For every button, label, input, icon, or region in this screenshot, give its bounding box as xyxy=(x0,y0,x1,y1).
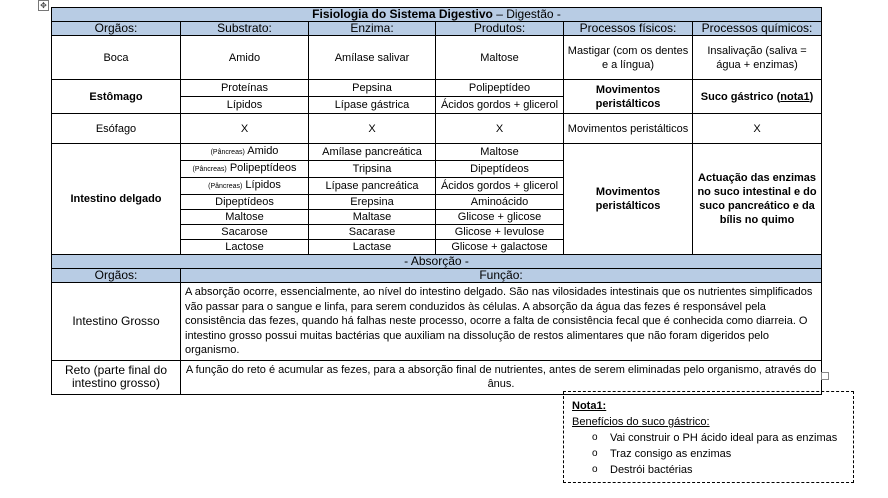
table-cell: Proteínas xyxy=(181,80,309,97)
table-title: Fisiologia do Sistema Digestivo – Digestão - xyxy=(52,8,822,22)
note-title: Nota1: xyxy=(572,400,607,412)
table-cell: Actuação das enzimas no suco intestinal e do suco pancreático e da bílis no quimo xyxy=(693,144,822,255)
header-processos-fisicos: Processos físicos: xyxy=(564,22,693,36)
table-cell: Lípase pancreática xyxy=(309,178,436,195)
list-item: o Vai construir o PH ácido ideal para as enzimas xyxy=(592,430,845,446)
absorcao-header-funcao: Função: xyxy=(181,269,822,283)
table-cell: X xyxy=(693,114,822,144)
table-cell: Movimentos peristálticos xyxy=(564,114,693,144)
table-cell: Aminoácido xyxy=(436,195,564,210)
header-orgaos: Orgãos: xyxy=(52,22,181,36)
table-cell: Suco gástrico (nota1) xyxy=(693,80,822,114)
table-cell: Maltase xyxy=(309,210,436,225)
table-cell: Maltose xyxy=(436,36,564,80)
organ-reto: Reto (parte final do intestino grosso) xyxy=(52,360,181,394)
note-subtitle: Benefícios do suco gástrico: xyxy=(572,416,710,428)
list-item: o Traz consigo as enzimas xyxy=(592,446,845,462)
organ-esofago: Esófago xyxy=(52,114,181,144)
table-cell: Ácidos gordos + glicerol xyxy=(436,97,564,114)
organ-intestino-grosso: Intestino Grosso xyxy=(52,283,181,361)
table-cell: X xyxy=(181,114,309,144)
table-cell: X xyxy=(436,114,564,144)
table-cell: Mastigar (com os dentes e a língua) xyxy=(564,36,693,80)
table-cell: (Pâncreas) Lípidos xyxy=(181,178,309,195)
table-cell: Insalivação (saliva = água + enzimas) xyxy=(693,36,822,80)
header-processos-quimicos: Processos químicos: xyxy=(693,22,822,36)
table-cell: Lactose xyxy=(181,240,309,255)
organ-intestino-delgado: Intestino delgado xyxy=(52,144,181,255)
table-cell: Dipeptídeos xyxy=(181,195,309,210)
table-cell: X xyxy=(309,114,436,144)
table-cell: Sacarase xyxy=(309,225,436,240)
table-move-handle-icon[interactable]: ✥ xyxy=(38,0,49,11)
table-resize-handle[interactable] xyxy=(821,372,829,380)
table-cell: Erepsina xyxy=(309,195,436,210)
nota1-box xyxy=(563,391,854,483)
table-cell: Movimentos peristálticos xyxy=(564,80,693,114)
table-cell: Lípidos xyxy=(181,97,309,114)
funcao-intestino-grosso: A absorção ocorre, essencialmente, ao nível do intestino delgado. São nas vilosidades intestinais que os nutrientes simplificados vão passar para o sangue e linfa, para serem conduzidos às células. A absorção da água das fezes é responsável pela consistência das fezes, quando há falhas neste processo, ocorre a falta de consistência fecal que é conhecida como diarreia. O intestino grosso possui muitas bactérias que auxiliam na dissolução de restos alimentares que não foram digeridos pelo organismo. xyxy=(181,283,822,361)
table-cell: Tripsina xyxy=(309,161,436,178)
table-cell: Amílase salivar xyxy=(309,36,436,80)
table-cell: Lactase xyxy=(309,240,436,255)
nota1-link[interactable]: nota1 xyxy=(780,90,810,103)
digestive-physiology-table xyxy=(51,7,822,395)
header-enzima: Enzima: xyxy=(309,22,436,36)
table-cell: Pepsina xyxy=(309,80,436,97)
table-cell: (Pâncreas) Polipeptídeos xyxy=(181,161,309,178)
table-cell: Amílase pancreática xyxy=(309,144,436,161)
header-substrato: Substrato: xyxy=(181,22,309,36)
table-cell: Ácidos gordos + glicerol xyxy=(436,178,564,195)
organ-boca: Boca xyxy=(52,36,181,80)
table-cell: Sacarose xyxy=(181,225,309,240)
table-cell: Movimentos peristálticos xyxy=(564,144,693,255)
absorcao-header-orgaos: Orgãos: xyxy=(52,269,181,283)
table-cell: Glicose + glicose xyxy=(436,210,564,225)
table-cell: Glicose + galactose xyxy=(436,240,564,255)
header-produtos: Produtos: xyxy=(436,22,564,36)
table-cell: Amido xyxy=(181,36,309,80)
table-cell: Maltose xyxy=(436,144,564,161)
list-item: o Destrói bactérias xyxy=(592,462,845,478)
table-cell: Maltose xyxy=(181,210,309,225)
table-cell: Lípase gástrica xyxy=(309,97,436,114)
note-list xyxy=(572,430,845,478)
table-cell: Polipeptídeo xyxy=(436,80,564,97)
organ-estomago: Estômago xyxy=(52,80,181,114)
absorcao-title: - Absorção - xyxy=(52,255,822,269)
table-cell: Glicose + levulose xyxy=(436,225,564,240)
funcao-reto: A função do reto é acumular as fezes, para a absorção final de nutrientes, antes de serem eliminadas pelo organismo, através do ânus. xyxy=(181,360,822,394)
table-cell: Dipeptídeos xyxy=(436,161,564,178)
table-cell: (Pâncreas) Amido xyxy=(181,144,309,161)
